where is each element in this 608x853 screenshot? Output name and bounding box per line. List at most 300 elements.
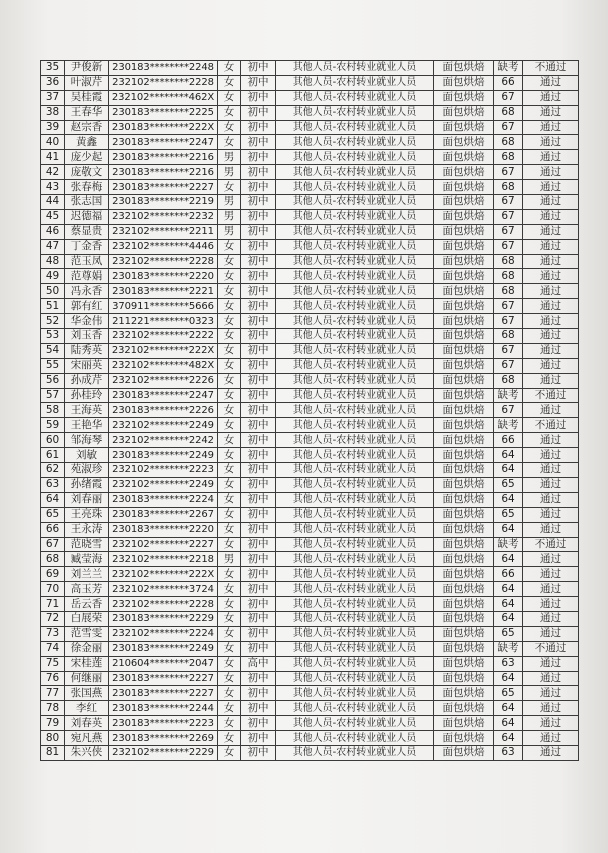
name-cell: 孙成芹 <box>65 373 109 388</box>
personnel-type-cell: 其他人员-农村转业就业人员 <box>276 522 434 537</box>
score-cell: 67 <box>494 195 523 210</box>
personnel-type-cell: 其他人员-农村转业就业人员 <box>276 329 434 344</box>
row-number: 64 <box>41 492 65 507</box>
id-number-cell: 232102********2228 <box>109 75 218 90</box>
id-number-cell: 230183********2269 <box>109 731 218 746</box>
course-cell: 面包烘焙 <box>434 433 494 448</box>
gender-cell: 女 <box>218 329 241 344</box>
table-row <box>41 209 579 224</box>
name-cell: 庞少起 <box>65 150 109 165</box>
name-cell: 刘敏 <box>65 448 109 463</box>
row-number: 67 <box>41 537 65 552</box>
result-cell: 通过 <box>523 105 579 120</box>
name-cell: 张志国 <box>65 195 109 210</box>
personnel-type-cell: 其他人员-农村转业就业人员 <box>276 507 434 522</box>
personnel-type-cell: 其他人员-农村转业就业人员 <box>276 61 434 76</box>
education-cell: 初中 <box>241 671 276 686</box>
personnel-type-cell: 其他人员-农村转业就业人员 <box>276 552 434 567</box>
course-cell: 面包烘焙 <box>434 195 494 210</box>
score-cell: 65 <box>494 626 523 641</box>
gender-cell: 男 <box>218 552 241 567</box>
score-cell: 缺考 <box>494 388 523 403</box>
course-cell: 面包烘焙 <box>434 329 494 344</box>
gender-cell: 女 <box>218 105 241 120</box>
gender-cell: 女 <box>218 239 241 254</box>
score-cell: 68 <box>494 254 523 269</box>
personnel-type-cell: 其他人员-农村转业就业人员 <box>276 90 434 105</box>
personnel-type-cell: 其他人员-农村转业就业人员 <box>276 358 434 373</box>
course-cell: 面包烘焙 <box>434 686 494 701</box>
course-cell: 面包烘焙 <box>434 552 494 567</box>
table-row <box>41 373 579 388</box>
score-cell: 67 <box>494 120 523 135</box>
education-cell: 初中 <box>241 343 276 358</box>
result-cell: 不通过 <box>523 537 579 552</box>
personnel-type-cell: 其他人员-农村转业就业人员 <box>276 611 434 626</box>
score-cell: 66 <box>494 433 523 448</box>
education-cell: 初中 <box>241 448 276 463</box>
course-cell: 面包烘焙 <box>434 448 494 463</box>
row-number: 41 <box>41 150 65 165</box>
education-cell: 初中 <box>241 254 276 269</box>
personnel-type-cell: 其他人员-农村转业就业人员 <box>276 403 434 418</box>
id-number-cell: 232102********2232 <box>109 209 218 224</box>
name-cell: 高玉芳 <box>65 582 109 597</box>
score-cell: 67 <box>494 403 523 418</box>
result-cell: 通过 <box>523 433 579 448</box>
name-cell: 华金伟 <box>65 314 109 329</box>
education-cell: 初中 <box>241 582 276 597</box>
row-number: 80 <box>41 731 65 746</box>
result-cell: 通过 <box>523 373 579 388</box>
personnel-type-cell: 其他人员-农村转业就业人员 <box>276 656 434 671</box>
table-row <box>41 611 579 626</box>
result-cell: 通过 <box>523 120 579 135</box>
gender-cell: 女 <box>218 403 241 418</box>
id-number-cell: 230183********2220 <box>109 269 218 284</box>
result-cell: 通过 <box>523 343 579 358</box>
name-cell: 张国燕 <box>65 686 109 701</box>
course-cell: 面包烘焙 <box>434 716 494 731</box>
course-cell: 面包烘焙 <box>434 135 494 150</box>
result-cell: 不通过 <box>523 61 579 76</box>
personnel-type-cell: 其他人员-农村转业就业人员 <box>276 299 434 314</box>
table-row <box>41 269 579 284</box>
education-cell: 初中 <box>241 358 276 373</box>
course-cell: 面包烘焙 <box>434 75 494 90</box>
education-cell: 初中 <box>241 463 276 478</box>
result-cell: 通过 <box>523 492 579 507</box>
gender-cell: 女 <box>218 314 241 329</box>
course-cell: 面包烘焙 <box>434 150 494 165</box>
personnel-type-cell: 其他人员-农村转业就业人员 <box>276 716 434 731</box>
id-number-cell: 232102********2211 <box>109 224 218 239</box>
score-cell: 64 <box>494 463 523 478</box>
id-number-cell: 230183********2249 <box>109 641 218 656</box>
id-number-cell: 232102********2223 <box>109 463 218 478</box>
gender-cell: 女 <box>218 582 241 597</box>
education-cell: 初中 <box>241 105 276 120</box>
row-number: 77 <box>41 686 65 701</box>
education-cell: 初中 <box>241 701 276 716</box>
table-row <box>41 641 579 656</box>
row-number: 35 <box>41 61 65 76</box>
name-cell: 宋桂莲 <box>65 656 109 671</box>
id-number-cell: 230183********2247 <box>109 388 218 403</box>
name-cell: 尹俊新 <box>65 61 109 76</box>
score-cell: 64 <box>494 611 523 626</box>
table-row <box>41 180 579 195</box>
result-cell: 通过 <box>523 299 579 314</box>
result-cell: 通过 <box>523 656 579 671</box>
roster-body <box>41 61 579 761</box>
gender-cell: 女 <box>218 641 241 656</box>
row-number: 76 <box>41 671 65 686</box>
name-cell: 邹海琴 <box>65 433 109 448</box>
personnel-type-cell: 其他人员-农村转业就业人员 <box>276 239 434 254</box>
result-cell: 通过 <box>523 135 579 150</box>
personnel-type-cell: 其他人员-农村转业就业人员 <box>276 105 434 120</box>
row-number: 45 <box>41 209 65 224</box>
education-cell: 初中 <box>241 209 276 224</box>
personnel-type-cell: 其他人员-农村转业就业人员 <box>276 626 434 641</box>
result-cell: 通过 <box>523 448 579 463</box>
score-cell: 64 <box>494 582 523 597</box>
id-number-cell: 232102********2226 <box>109 373 218 388</box>
education-cell: 初中 <box>241 120 276 135</box>
score-cell: 67 <box>494 224 523 239</box>
course-cell: 面包烘焙 <box>434 597 494 612</box>
result-cell: 通过 <box>523 507 579 522</box>
personnel-type-cell: 其他人员-农村转业就业人员 <box>276 120 434 135</box>
gender-cell: 男 <box>218 165 241 180</box>
id-number-cell: 370911********5666 <box>109 299 218 314</box>
id-number-cell: 232102********2229 <box>109 745 218 760</box>
result-cell: 通过 <box>523 314 579 329</box>
id-number-cell: 211221********0323 <box>109 314 218 329</box>
score-cell: 68 <box>494 105 523 120</box>
id-number-cell: 230183********2216 <box>109 150 218 165</box>
education-cell: 高中 <box>241 656 276 671</box>
gender-cell: 女 <box>218 343 241 358</box>
gender-cell: 女 <box>218 731 241 746</box>
table-row <box>41 597 579 612</box>
row-number: 68 <box>41 552 65 567</box>
table-row <box>41 314 579 329</box>
gender-cell: 女 <box>218 567 241 582</box>
personnel-type-cell: 其他人员-农村转业就业人员 <box>276 254 434 269</box>
id-number-cell: 232102********2227 <box>109 537 218 552</box>
row-number: 63 <box>41 477 65 492</box>
name-cell: 孙桂玲 <box>65 388 109 403</box>
gender-cell: 女 <box>218 701 241 716</box>
table-row <box>41 567 579 582</box>
table-row <box>41 239 579 254</box>
personnel-type-cell: 其他人员-农村转业就业人员 <box>276 448 434 463</box>
row-number: 60 <box>41 433 65 448</box>
result-cell: 通过 <box>523 477 579 492</box>
education-cell: 初中 <box>241 552 276 567</box>
score-cell: 缺考 <box>494 537 523 552</box>
id-number-cell: 230183********2229 <box>109 611 218 626</box>
table-row <box>41 433 579 448</box>
personnel-type-cell: 其他人员-农村转业就业人员 <box>276 224 434 239</box>
score-cell: 64 <box>494 716 523 731</box>
id-number-cell: 230183********2221 <box>109 284 218 299</box>
score-cell: 缺考 <box>494 61 523 76</box>
course-cell: 面包烘焙 <box>434 522 494 537</box>
table-row <box>41 671 579 686</box>
result-cell: 通过 <box>523 522 579 537</box>
gender-cell: 男 <box>218 150 241 165</box>
score-cell: 68 <box>494 180 523 195</box>
id-number-cell: 230183********222X <box>109 120 218 135</box>
course-cell: 面包烘焙 <box>434 463 494 478</box>
result-cell: 通过 <box>523 254 579 269</box>
course-cell: 面包烘焙 <box>434 701 494 716</box>
score-cell: 67 <box>494 165 523 180</box>
education-cell: 初中 <box>241 537 276 552</box>
score-cell: 67 <box>494 343 523 358</box>
result-cell: 通过 <box>523 686 579 701</box>
personnel-type-cell: 其他人员-农村转业就业人员 <box>276 582 434 597</box>
roster-table <box>40 60 579 761</box>
table-row <box>41 75 579 90</box>
name-cell: 宛凡燕 <box>65 731 109 746</box>
row-number: 70 <box>41 582 65 597</box>
result-cell: 通过 <box>523 582 579 597</box>
personnel-type-cell: 其他人员-农村转业就业人员 <box>276 492 434 507</box>
score-cell: 65 <box>494 477 523 492</box>
course-cell: 面包烘焙 <box>434 224 494 239</box>
score-cell: 68 <box>494 269 523 284</box>
id-number-cell: 232102********3724 <box>109 582 218 597</box>
name-cell: 张春梅 <box>65 180 109 195</box>
name-cell: 刘春丽 <box>65 492 109 507</box>
education-cell: 初中 <box>241 477 276 492</box>
gender-cell: 女 <box>218 522 241 537</box>
id-number-cell: 230183********2267 <box>109 507 218 522</box>
gender-cell: 女 <box>218 716 241 731</box>
table-row <box>41 150 579 165</box>
gender-cell: 女 <box>218 299 241 314</box>
row-number: 49 <box>41 269 65 284</box>
score-cell: 63 <box>494 745 523 760</box>
gender-cell: 女 <box>218 61 241 76</box>
result-cell: 通过 <box>523 731 579 746</box>
personnel-type-cell: 其他人员-农村转业就业人员 <box>276 463 434 478</box>
result-cell: 通过 <box>523 195 579 210</box>
course-cell: 面包烘焙 <box>434 731 494 746</box>
course-cell: 面包烘焙 <box>434 567 494 582</box>
table-row <box>41 90 579 105</box>
table-row <box>41 552 579 567</box>
personnel-type-cell: 其他人员-农村转业就业人员 <box>276 135 434 150</box>
gender-cell: 男 <box>218 209 241 224</box>
course-cell: 面包烘焙 <box>434 492 494 507</box>
name-cell: 朱兴侠 <box>65 745 109 760</box>
id-number-cell: 232102********2228 <box>109 254 218 269</box>
gender-cell: 女 <box>218 418 241 433</box>
education-cell: 初中 <box>241 567 276 582</box>
education-cell: 初中 <box>241 314 276 329</box>
table-row <box>41 463 579 478</box>
course-cell: 面包烘焙 <box>434 373 494 388</box>
row-number: 73 <box>41 626 65 641</box>
course-cell: 面包烘焙 <box>434 388 494 403</box>
education-cell: 初中 <box>241 686 276 701</box>
result-cell: 通过 <box>523 597 579 612</box>
result-cell: 通过 <box>523 463 579 478</box>
education-cell: 初中 <box>241 299 276 314</box>
name-cell: 王海英 <box>65 403 109 418</box>
row-number: 50 <box>41 284 65 299</box>
gender-cell: 女 <box>218 180 241 195</box>
course-cell: 面包烘焙 <box>434 269 494 284</box>
table-row <box>41 195 579 210</box>
gender-cell: 女 <box>218 686 241 701</box>
education-cell: 初中 <box>241 716 276 731</box>
result-cell: 通过 <box>523 716 579 731</box>
name-cell: 徐金丽 <box>65 641 109 656</box>
course-cell: 面包烘焙 <box>434 105 494 120</box>
result-cell: 不通过 <box>523 641 579 656</box>
id-number-cell: 230183********2227 <box>109 671 218 686</box>
result-cell: 通过 <box>523 358 579 373</box>
score-cell: 68 <box>494 329 523 344</box>
education-cell: 初中 <box>241 165 276 180</box>
name-cell: 郭有红 <box>65 299 109 314</box>
name-cell: 蔡显贵 <box>65 224 109 239</box>
row-number: 69 <box>41 567 65 582</box>
result-cell: 通过 <box>523 611 579 626</box>
name-cell: 范尊娟 <box>65 269 109 284</box>
personnel-type-cell: 其他人员-农村转业就业人员 <box>276 641 434 656</box>
course-cell: 面包烘焙 <box>434 90 494 105</box>
name-cell: 孙绪霞 <box>65 477 109 492</box>
course-cell: 面包烘焙 <box>434 745 494 760</box>
row-number: 38 <box>41 105 65 120</box>
result-cell: 通过 <box>523 209 579 224</box>
table-row <box>41 388 579 403</box>
education-cell: 初中 <box>241 641 276 656</box>
name-cell: 吴桂霞 <box>65 90 109 105</box>
table-row <box>41 299 579 314</box>
education-cell: 初中 <box>241 373 276 388</box>
course-cell: 面包烘焙 <box>434 314 494 329</box>
table-row <box>41 61 579 76</box>
personnel-type-cell: 其他人员-农村转业就业人员 <box>276 433 434 448</box>
row-number: 47 <box>41 239 65 254</box>
course-cell: 面包烘焙 <box>434 61 494 76</box>
score-cell: 64 <box>494 597 523 612</box>
gender-cell: 女 <box>218 745 241 760</box>
education-cell: 初中 <box>241 195 276 210</box>
id-number-cell: 232102********2228 <box>109 597 218 612</box>
score-cell: 63 <box>494 656 523 671</box>
score-cell: 64 <box>494 731 523 746</box>
row-number: 66 <box>41 522 65 537</box>
result-cell: 通过 <box>523 224 579 239</box>
id-number-cell: 230183********2219 <box>109 195 218 210</box>
table-row <box>41 165 579 180</box>
id-number-cell: 232102********482X <box>109 358 218 373</box>
score-cell: 67 <box>494 358 523 373</box>
education-cell: 初中 <box>241 269 276 284</box>
course-cell: 面包烘焙 <box>434 582 494 597</box>
name-cell: 丁金香 <box>65 239 109 254</box>
table-row <box>41 448 579 463</box>
result-cell: 通过 <box>523 165 579 180</box>
id-number-cell: 230183********2248 <box>109 61 218 76</box>
id-number-cell: 230183********2216 <box>109 165 218 180</box>
course-cell: 面包烘焙 <box>434 254 494 269</box>
personnel-type-cell: 其他人员-农村转业就业人员 <box>276 314 434 329</box>
score-cell: 65 <box>494 507 523 522</box>
education-cell: 初中 <box>241 522 276 537</box>
score-cell: 缺考 <box>494 418 523 433</box>
table-row <box>41 284 579 299</box>
personnel-type-cell: 其他人员-农村转业就业人员 <box>276 567 434 582</box>
id-number-cell: 232102********2218 <box>109 552 218 567</box>
name-cell: 王春华 <box>65 105 109 120</box>
gender-cell: 女 <box>218 120 241 135</box>
name-cell: 何继丽 <box>65 671 109 686</box>
score-cell: 64 <box>494 522 523 537</box>
course-cell: 面包烘焙 <box>434 671 494 686</box>
name-cell: 陆秀英 <box>65 343 109 358</box>
row-number: 53 <box>41 329 65 344</box>
name-cell: 刘玉香 <box>65 329 109 344</box>
id-number-cell: 232102********2249 <box>109 418 218 433</box>
result-cell: 通过 <box>523 745 579 760</box>
gender-cell: 女 <box>218 626 241 641</box>
id-number-cell: 230183********2220 <box>109 522 218 537</box>
score-cell: 68 <box>494 373 523 388</box>
table-row <box>41 418 579 433</box>
row-number: 46 <box>41 224 65 239</box>
result-cell: 通过 <box>523 150 579 165</box>
personnel-type-cell: 其他人员-农村转业就业人员 <box>276 284 434 299</box>
result-cell: 通过 <box>523 284 579 299</box>
row-number: 79 <box>41 716 65 731</box>
id-number-cell: 230183********2225 <box>109 105 218 120</box>
id-number-cell: 230183********2223 <box>109 716 218 731</box>
row-number: 39 <box>41 120 65 135</box>
education-cell: 初中 <box>241 507 276 522</box>
education-cell: 初中 <box>241 180 276 195</box>
table-row <box>41 731 579 746</box>
education-cell: 初中 <box>241 433 276 448</box>
table-row <box>41 105 579 120</box>
table-row <box>41 343 579 358</box>
result-cell: 通过 <box>523 75 579 90</box>
score-cell: 68 <box>494 135 523 150</box>
course-cell: 面包烘焙 <box>434 299 494 314</box>
education-cell: 初中 <box>241 597 276 612</box>
result-cell: 通过 <box>523 90 579 105</box>
row-number: 55 <box>41 358 65 373</box>
education-cell: 初中 <box>241 403 276 418</box>
name-cell: 宋丽英 <box>65 358 109 373</box>
table-row <box>41 656 579 671</box>
row-number: 81 <box>41 745 65 760</box>
table-row <box>41 254 579 269</box>
gender-cell: 女 <box>218 671 241 686</box>
education-cell: 初中 <box>241 224 276 239</box>
score-cell: 67 <box>494 239 523 254</box>
id-number-cell: 232102********2222 <box>109 329 218 344</box>
